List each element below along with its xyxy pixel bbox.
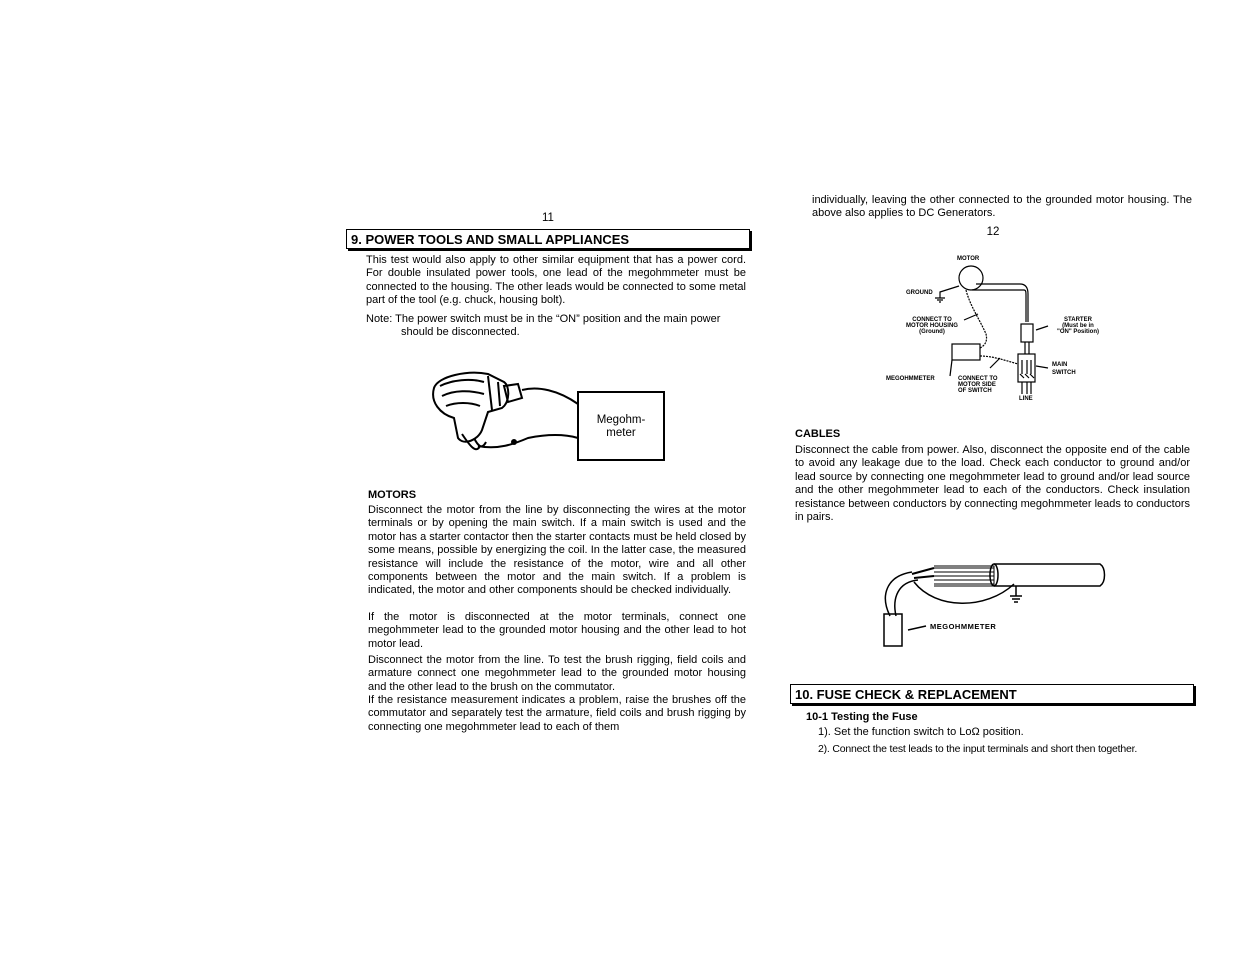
- section-heading-fuse: 10. FUSE CHECK & REPLACEMENT: [790, 684, 1194, 704]
- fuse-step-1: 1). Set the function switch to LoΩ position.: [818, 726, 1024, 738]
- cable-test-diagram: [876, 556, 1112, 652]
- label-line: LINE: [1019, 396, 1033, 402]
- motors-heading: MOTORS: [368, 489, 417, 501]
- label-starter-3: "ON" Position): [1056, 329, 1100, 335]
- megohmmeter-label-line1: Megohm-: [596, 414, 646, 426]
- label-main: MAIN: [1052, 362, 1068, 368]
- page-number-12: 12: [986, 226, 1000, 238]
- label-connect-housing-2: MOTOR HOUSING: [906, 323, 958, 329]
- motors-paragraph-4: If the resistance measurement indicates a problem, raise the brushes off the commutator and separately test the armature, field coils and brush rigging by connecting one megohmmeter lead to each of them: [368, 694, 746, 733]
- label-starter-2: (Must be in: [1062, 323, 1094, 329]
- label-megohmmeter: MEGOHMMETER: [886, 376, 935, 382]
- motors-paragraph-2: If the motor is disconnected at the motor terminals, connect one megohmmeter lead to the grounded motor housing and the other lead to hot motor lead.: [368, 611, 746, 650]
- label-connect-switch-2: MOTOR SIDE: [958, 382, 996, 388]
- power-tools-intro: This test would also apply to other similar equipment that has a power cord. For double insulated power tools, one lead of the megohmmeter must be connected to the housing. The other leads would be connected to some metal part of the tool (e.g. chuck, housing bolt).: [366, 254, 746, 307]
- label-ground: GROUND: [906, 290, 933, 296]
- cables-paragraph: Disconnect the cable from power. Also, disconnect the opposite end of the cable to avoid any leakage due to the load. Check each conductor to ground and/or lead source by connecting one megohmmeter lead to ground and/or lead source and the other megohmmeter lead to each of the conductors. Check insulation resistance between conductors by connecting megohmmeter leads to conductors in pairs.: [795, 444, 1190, 524]
- label-connect-switch-1: CONNECT TO: [958, 376, 998, 382]
- page-number-11: 11: [542, 212, 554, 224]
- cables-heading: CABLES: [795, 428, 841, 440]
- section-heading-power-tools: 9. POWER TOOLS AND SMALL APPLIANCES: [346, 229, 750, 249]
- label-starter-1: STARTER: [1064, 317, 1092, 323]
- motors-paragraph-3: Disconnect the motor from the line. To test the brush rigging, field coils and armature connect one megohmmeter lead to the grounded motor housing and the other lead to the brush on the commutator.: [368, 654, 746, 693]
- note-line-2: should be disconnected.: [401, 326, 520, 338]
- label-connect-housing-1: CONNECT TO: [912, 317, 952, 323]
- motor-test-diagram: [880, 250, 1110, 410]
- note-line-1: Note: The power switch must be in the “ON” position and the main power: [366, 313, 721, 325]
- label-connect-switch-3: OF SWITCH: [958, 388, 992, 394]
- fuse-step-2: 2). Connect the test leads to the input terminals and short then together.: [818, 743, 1138, 755]
- label-connect-housing-3: (Ground): [919, 329, 945, 335]
- label-switch: SWITCH: [1052, 370, 1076, 376]
- power-tool-figure: [418, 342, 696, 488]
- label-motor: MOTOR: [957, 256, 980, 262]
- subsection-testing-fuse: 10-1 Testing the Fuse: [806, 711, 918, 723]
- motors-paragraph-1: Disconnect the motor from the line by disconnecting the wires at the motor terminals or by opening the main switch. If a main switch is used and the motor has a starter contactor then the starter contacts must be held closed by some means, possible by energizing the coil. In the latter case, the measured resistance will include the resistance of the motor, wire and all other components between the motor and the main switch. If a problem is indicated, the motor and other components should be checked individually.: [368, 504, 746, 597]
- cable-megohmmeter-label: MEGOHMMETER: [930, 622, 997, 631]
- megohmmeter-label-line2: meter: [606, 427, 636, 439]
- continued-text: individually, leaving the other connected to the grounded motor housing. The above also applies to DC Generators.: [812, 194, 1192, 220]
